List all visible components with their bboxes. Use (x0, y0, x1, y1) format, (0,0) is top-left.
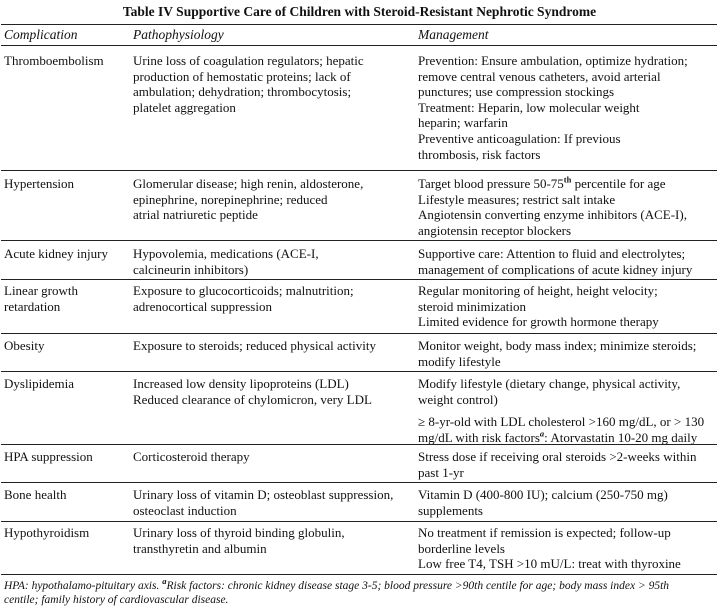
management-cell (418, 525, 718, 572)
table-footnote (4, 576, 716, 607)
superscript: th (563, 174, 572, 185)
text-segment: Risk factors: chronic kidney disease stage 3-5; blood pressure >90th centile for age; body mass index > 95th (166, 580, 670, 592)
header-rule (1, 45, 717, 46)
cell-line: Linear growth (4, 283, 79, 298)
cell-line: Hypertension (4, 176, 75, 191)
complication-cell (4, 487, 124, 503)
management-cell (418, 449, 718, 480)
row-divider (1, 279, 717, 280)
cell-line: Angiotensin converting enzyme inhibitors (ACE-I), (418, 207, 687, 223)
cell-line: steroid minimization (418, 298, 526, 314)
cell-line: Acute kidney injury (4, 246, 108, 261)
cell-line: Low free T4, TSH >10 mU/L: treat with thyroxine (418, 556, 681, 572)
cell-line: Modify lifestyle (dietary change, physical activity, (418, 376, 681, 391)
cell-line: osteoclast induction (133, 502, 237, 518)
row-divider (1, 371, 717, 372)
table-title: Table IV Supportive Care of Children with Steroid-Resistant Nephrotic Syndrome (122, 4, 597, 19)
cell-line: Reduced clearance of chylomicron, very LDL (133, 391, 372, 407)
cell-line: ≥ 8-yr-old with LDL cholesterol >160 mg/dL, or > 130 (418, 414, 705, 430)
pathophysiology-cell (133, 449, 405, 465)
row-divider (1, 482, 717, 483)
management-cell (418, 176, 718, 238)
pathophysiology-cell (133, 487, 405, 518)
cell-line: modify lifestyle (418, 353, 501, 369)
cell-line: Hypothyroidism (4, 525, 90, 540)
cell-line: Increased low density lipoproteins (LDL) (133, 376, 349, 391)
cell-line: thrombosis, risk factors (418, 146, 541, 162)
cell-line: Corticosteroid therapy (133, 449, 250, 464)
pathophysiology-cell (133, 525, 405, 556)
pathophysiology-cell (133, 246, 405, 277)
text-segment: Target blood pressure 50-75 (418, 176, 564, 191)
cell-line: Monitor weight, body mass index; minimize steroids; (418, 338, 697, 353)
bottom-rule (1, 574, 717, 575)
cell-line: weight control) (418, 391, 498, 407)
cell-line: Lifestyle measures; restrict salt intake (418, 191, 616, 207)
cell-line: transthyretin and albumin (133, 540, 267, 556)
cell-line: punctures; use compression stockings (418, 84, 615, 100)
cell-line: Glomerular disease; high renin, aldosterone, (133, 176, 364, 191)
text-segment: HPA: hypothalamo-pituitary axis. (4, 580, 163, 592)
management-cell (418, 376, 718, 445)
cell-line: Supportive care: Attention to fluid and electrolytes; (418, 246, 686, 261)
complication-cell (4, 376, 124, 392)
top-rule (1, 24, 717, 25)
cell-line: Hypovolemia, medications (ACE-I, (133, 246, 319, 261)
spacer (418, 407, 718, 414)
superscript: a (162, 576, 167, 587)
complication-cell (4, 338, 124, 354)
cell-line: borderline levels (418, 540, 505, 556)
row-divider (1, 333, 717, 334)
cell-line: No treatment if remission is expected; follow-up (418, 525, 671, 540)
cell-line: Thromboembolism (4, 53, 104, 68)
cell-line: ambulation; dehydration; thrombocytosis; (133, 84, 352, 100)
cell-line: HPA suppression (4, 449, 93, 464)
complication-cell (4, 53, 124, 69)
cell-line: past 1-yr (418, 464, 464, 480)
cell-line: Treatment: Heparin, low molecular weight (418, 99, 640, 115)
cell-line: Stress dose if receiving oral steroids >2-weeks within (418, 449, 697, 464)
superscript: a (539, 428, 545, 439)
row-divider (1, 240, 717, 241)
management-cell (418, 487, 718, 518)
complication-cell (4, 525, 124, 541)
text-segment: percentile for age (571, 176, 666, 191)
cell-line: Urinary loss of thyroid binding globulin, (133, 525, 345, 540)
cell-line: Obesity (4, 338, 45, 353)
cell-line: retardation (4, 298, 61, 314)
management-cell (418, 246, 718, 277)
cell-line (418, 176, 718, 192)
cell-line: heparin; warfarin (418, 115, 508, 131)
text-segment: : Atorvastatin 10-20 mg daily (544, 429, 698, 445)
cell-line: supplements (418, 502, 483, 518)
cell-line: Bone health (4, 487, 67, 502)
pathophysiology-cell (133, 376, 405, 407)
pathophysiology-cell (133, 176, 405, 223)
cell-line: Urinary loss of vitamin D; osteoblast suppression, (133, 487, 394, 502)
cell-line: Exposure to glucocorticoids; malnutrition; (133, 283, 354, 298)
cell-line: adrenocortical suppression (133, 298, 272, 314)
cell-line: Regular monitoring of height, height velocity; (418, 283, 658, 298)
cell-line: Exposure to steroids; reduced physical activity (133, 338, 376, 353)
complication-cell (4, 449, 124, 465)
cell-line: management of complications of acute kidney injury (418, 261, 693, 277)
cell-line: Urine loss of coagulation regulators; hepatic (133, 53, 364, 68)
cell-line: angiotensin receptor blockers (418, 222, 572, 238)
management-cell (418, 338, 718, 369)
cell-line: platelet aggregation (133, 99, 236, 115)
text-segment: mg/dL with risk factors (418, 429, 540, 445)
cell-line: atrial natriuretic peptide (133, 207, 258, 223)
pathophysiology-cell (133, 283, 405, 314)
complication-cell (4, 176, 124, 192)
row-divider (1, 444, 717, 445)
cell-line: epinephrine, norepinephrine; reduced (133, 191, 328, 207)
cell-line: remove central venous catheters, avoid arterial (418, 68, 661, 84)
header-pathophysiology: Pathophysiology (133, 27, 224, 42)
pathophysiology-cell (133, 338, 405, 354)
footnote-line (4, 576, 716, 593)
complication-cell (4, 246, 124, 262)
cell-line: Preventive anticoagulation: If previous (418, 130, 621, 146)
row-divider (1, 521, 717, 522)
header-complication: Complication (4, 27, 78, 42)
header-management: Management (418, 27, 489, 42)
cell-line: calcineurin inhibitors) (133, 261, 249, 277)
cell-line: Dyslipidemia (4, 376, 75, 391)
management-cell (418, 283, 718, 330)
pathophysiology-cell (133, 53, 405, 115)
management-cell (418, 53, 718, 162)
footnote-line: centile; family history of cardiovascular disease. (4, 594, 229, 606)
cell-line: production of hemostatic proteins; lack of (133, 68, 351, 84)
complication-cell (4, 283, 124, 314)
cell-line: Limited evidence for growth hormone therapy (418, 314, 659, 330)
row-divider (1, 170, 717, 171)
cell-line: Vitamin D (400-800 IU); calcium (250-750 mg) (418, 487, 668, 502)
cell-line: Prevention: Ensure ambulation, optimize hydration; (418, 53, 688, 68)
